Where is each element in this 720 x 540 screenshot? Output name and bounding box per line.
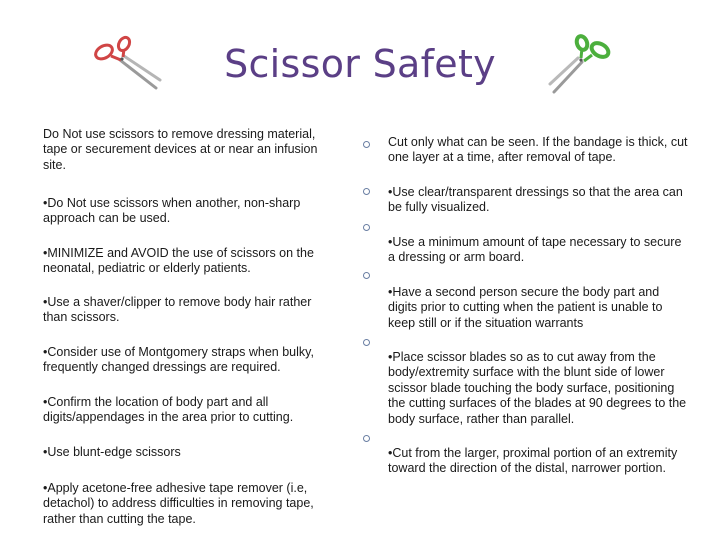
circle-bullet-icon — [363, 435, 370, 442]
right-item: •Place scissor blades so as to cut away from the body/extremity surface with the blunt side of lower scissor blade touching the body surface, positioning the cutting surfaces of the blades at 90 degrees to the body surface, rather than parallel. — [388, 350, 687, 426]
circle-bullet-icon — [363, 272, 370, 279]
left-item: •Use blunt-edge scissors — [43, 445, 181, 459]
left-item: •Confirm the location of body part and all digits/appendages in the area prior to cutting. — [43, 395, 294, 425]
right-item: Cut only what can be seen. If the bandage is thick, cut one layer at a time, after removal of tape. — [388, 135, 688, 165]
circle-bullet-icon — [363, 224, 370, 231]
right-item: •Have a second person secure the body part and digits prior to cutting when the patient is unable to keep still or if the situation warrants — [388, 285, 663, 330]
left-item: •Do Not use scissors when another, non-sharp approach can be used. — [43, 196, 301, 226]
circle-bullet-icon — [363, 339, 370, 346]
left-item: •Apply acetone-free adhesive tape remover (i.e, detachol) to address difficulties in removing tape, rather than cutting the tape. — [43, 481, 314, 526]
page-title: Scissor Safety — [224, 42, 496, 86]
circle-bullet-icon — [363, 141, 370, 148]
circle-bullet-icon — [363, 188, 370, 195]
left-item: Do Not use scissors to remove dressing material, tape or securement devices at or near an infusion site. — [43, 127, 318, 172]
left-item: •Use a shaver/clipper to remove body hair rather than scissors. — [43, 295, 312, 325]
left-item: •MINIMIZE and AVOID the use of scissors on the neonatal, pediatric or elderly patients. — [43, 246, 314, 276]
left-item: •Consider use of Montgomery straps when bulky, frequently changed dressings are required. — [43, 345, 314, 375]
right-item: •Cut from the larger, proximal portion of an extremity toward the direction of the distal, narrower portion. — [388, 446, 678, 476]
green-scissors-icon — [540, 30, 618, 100]
right-item: •Use clear/transparent dressings so that the area can be fully visualized. — [388, 185, 683, 215]
right-item: •Use a minimum amount of tape necessary to secure a dressing or arm board. — [388, 235, 682, 265]
